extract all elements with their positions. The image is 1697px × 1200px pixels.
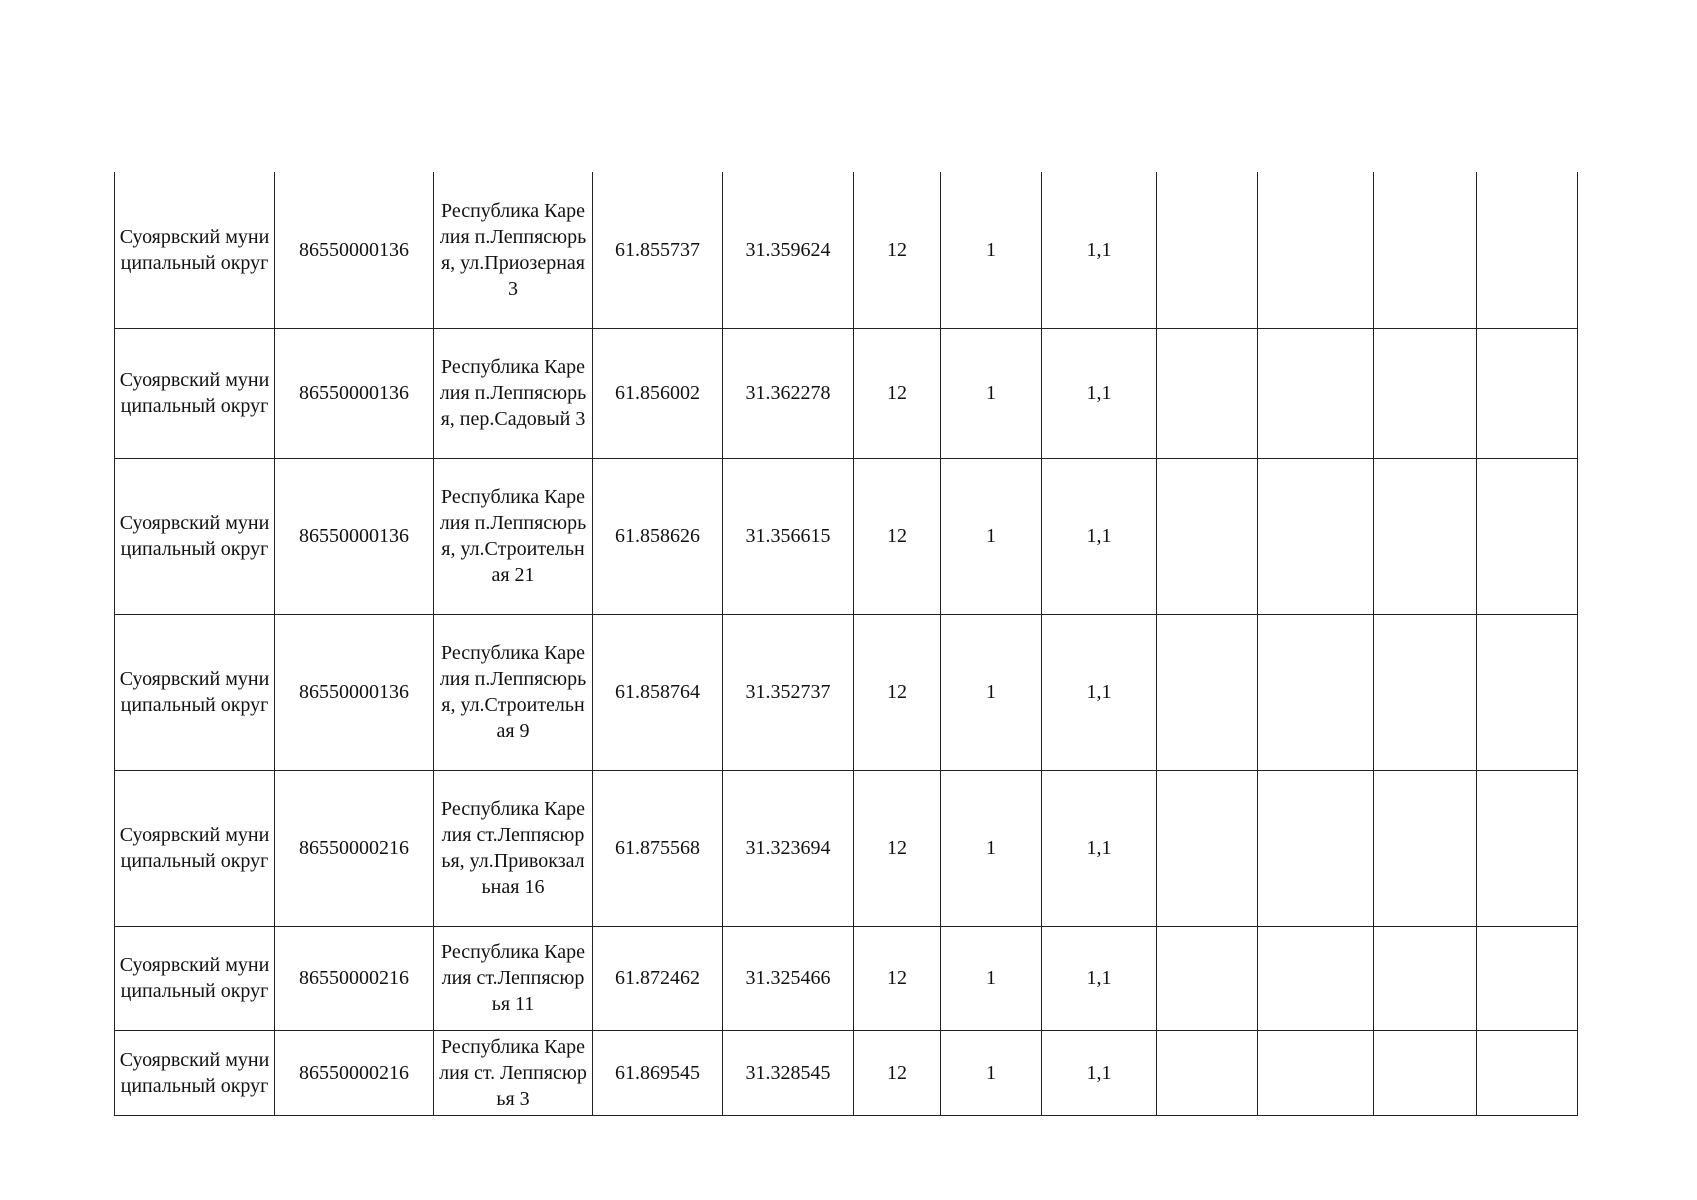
oktmo-code-cell (275, 172, 434, 328)
latitude-cell (593, 458, 723, 614)
empty-cell (1374, 614, 1477, 770)
value-cell (854, 770, 941, 926)
empty-cell (1477, 614, 1578, 770)
table-row (115, 926, 1578, 1030)
empty-cell (1258, 172, 1374, 328)
empty-cell (1157, 614, 1258, 770)
oktmo-code-text: 86550000136 (299, 681, 409, 703)
longitude-text: 31.356615 (745, 525, 831, 547)
district-cell (115, 1030, 275, 1115)
value-text: 12 (887, 1061, 907, 1084)
latitude-cell (593, 172, 723, 328)
volume-text: 1,1 (1086, 1061, 1112, 1084)
longitude-cell (723, 770, 854, 926)
volume-cell (1042, 458, 1157, 614)
volume-cell (1042, 614, 1157, 770)
latitude-text: 61.869545 (615, 1061, 700, 1084)
table-row (115, 1030, 1578, 1115)
longitude-text: 31.328545 (745, 1061, 831, 1084)
count-cell (941, 770, 1042, 926)
district-text: Суоярвский муниципальный округ (119, 369, 270, 417)
table-row (115, 328, 1578, 458)
empty-cell (1157, 458, 1258, 614)
oktmo-code-cell (275, 458, 434, 614)
district-cell (115, 926, 275, 1030)
empty-cell (1258, 1030, 1374, 1115)
longitude-text: 31.325466 (745, 967, 831, 989)
volume-text: 1,1 (1086, 837, 1112, 859)
empty-cell (1157, 926, 1258, 1030)
value-cell (854, 328, 941, 458)
address-text: Республика Карелия п.Леппясюрья, ул.Строительная 21 (439, 486, 587, 586)
address-text: Республика Карелия ст.Леппясюрья, ул.Привокзальная 16 (440, 798, 586, 898)
value-cell (854, 172, 941, 328)
latitude-text: 61.875568 (615, 837, 700, 859)
count-cell (941, 328, 1042, 458)
value-text: 12 (887, 967, 907, 989)
empty-cell (1477, 1030, 1578, 1115)
table-row (115, 458, 1578, 614)
value-cell (854, 614, 941, 770)
latitude-cell (593, 926, 723, 1030)
empty-cell (1477, 458, 1578, 614)
value-cell (854, 1030, 941, 1115)
address-cell (434, 172, 593, 328)
longitude-cell (723, 172, 854, 328)
empty-cell (1374, 1030, 1477, 1115)
empty-cell (1477, 172, 1578, 328)
longitude-cell (723, 1030, 854, 1115)
address-text: Республика Карелия п.Леппясюрья, ул.Приозерная 3 (439, 199, 587, 300)
volume-cell (1042, 172, 1157, 328)
district-text: Суоярвский муниципальный округ (119, 954, 270, 1002)
longitude-text: 31.362278 (745, 382, 831, 404)
district-text: Суоярвский муниципальный округ (119, 1048, 270, 1097)
district-text: Суоярвский муниципальный округ (119, 225, 270, 274)
empty-cell (1477, 770, 1578, 926)
count-text: 1 (986, 382, 996, 404)
count-cell (941, 1030, 1042, 1115)
address-cell (434, 614, 593, 770)
empty-cell (1258, 458, 1374, 614)
longitude-text: 31.352737 (745, 681, 831, 703)
value-text: 12 (887, 681, 907, 703)
oktmo-code-text: 86550000216 (299, 1061, 409, 1084)
empty-cell (1374, 926, 1477, 1030)
value-cell (854, 926, 941, 1030)
longitude-cell (723, 458, 854, 614)
latitude-text: 61.872462 (615, 967, 700, 989)
oktmo-code-text: 86550000216 (299, 837, 409, 859)
longitude-text: 31.359624 (745, 238, 831, 261)
empty-cell (1258, 328, 1374, 458)
value-cell (854, 458, 941, 614)
empty-cell (1258, 614, 1374, 770)
volume-text: 1,1 (1086, 681, 1112, 703)
oktmo-code-cell (275, 770, 434, 926)
oktmo-code-text: 86550000136 (299, 238, 409, 261)
count-text: 1 (986, 681, 996, 703)
latitude-text: 61.856002 (615, 382, 700, 404)
oktmo-code-cell (275, 614, 434, 770)
value-text: 12 (887, 837, 907, 859)
longitude-cell (723, 926, 854, 1030)
volume-cell (1042, 1030, 1157, 1115)
latitude-cell (593, 1030, 723, 1115)
value-text: 12 (887, 382, 907, 404)
district-cell (115, 770, 275, 926)
volume-text: 1,1 (1086, 525, 1112, 547)
address-cell (434, 1030, 593, 1115)
empty-cell (1258, 770, 1374, 926)
empty-cell (1258, 926, 1374, 1030)
latitude-cell (593, 770, 723, 926)
empty-cell (1157, 1030, 1258, 1115)
oktmo-code-text: 86550000136 (299, 525, 409, 547)
empty-cell (1374, 458, 1477, 614)
table-row (115, 614, 1578, 770)
address-cell (434, 328, 593, 458)
count-cell (941, 172, 1042, 328)
volume-text: 1,1 (1086, 382, 1112, 404)
table-row (115, 172, 1578, 328)
longitude-cell (723, 614, 854, 770)
count-cell (941, 458, 1042, 614)
oktmo-code-cell (275, 1030, 434, 1115)
oktmo-code-text: 86550000216 (299, 967, 409, 989)
count-text: 1 (986, 1061, 996, 1084)
volume-cell (1042, 926, 1157, 1030)
volume-cell (1042, 770, 1157, 926)
district-cell (115, 458, 275, 614)
volume-text: 1,1 (1086, 967, 1112, 989)
address-text: Республика Карелия п.Леппясюрья, ул.Строительная 9 (439, 642, 587, 742)
district-text: Суоярвский муниципальный округ (119, 668, 270, 716)
value-text: 12 (887, 238, 907, 261)
latitude-cell (593, 614, 723, 770)
data-table (114, 172, 1578, 1116)
count-text: 1 (986, 238, 996, 261)
address-cell (434, 458, 593, 614)
latitude-text: 61.858764 (615, 681, 700, 703)
count-cell (941, 926, 1042, 1030)
empty-cell (1374, 770, 1477, 926)
latitude-cell (593, 328, 723, 458)
district-cell (115, 172, 275, 328)
volume-text: 1,1 (1086, 238, 1112, 261)
oktmo-code-text: 86550000136 (299, 382, 409, 404)
count-text: 1 (986, 837, 996, 859)
empty-cell (1157, 172, 1258, 328)
empty-cell (1374, 328, 1477, 458)
district-text: Суоярвский муниципальный округ (119, 512, 270, 560)
volume-cell (1042, 328, 1157, 458)
value-text: 12 (887, 525, 907, 547)
empty-cell (1157, 770, 1258, 926)
district-cell (115, 328, 275, 458)
empty-cell (1374, 172, 1477, 328)
longitude-text: 31.323694 (745, 837, 831, 859)
address-cell (434, 926, 593, 1030)
empty-cell (1477, 926, 1578, 1030)
address-text: Республика Карелия ст. Леппясюрья 3 (439, 1035, 587, 1110)
district-text: Суоярвский муниципальный округ (119, 824, 270, 872)
empty-cell (1477, 328, 1578, 458)
oktmo-code-cell (275, 328, 434, 458)
count-text: 1 (986, 525, 996, 547)
address-text: Республика Карелия ст.Леппясюрья 11 (440, 941, 586, 1015)
empty-cell (1157, 328, 1258, 458)
table-row (115, 770, 1578, 926)
latitude-text: 61.858626 (615, 525, 700, 547)
address-text: Республика Карелия п.Леппясюрья, пер.Садовый 3 (439, 356, 587, 430)
table-body (115, 172, 1578, 1115)
oktmo-code-cell (275, 926, 434, 1030)
district-cell (115, 614, 275, 770)
address-cell (434, 770, 593, 926)
count-text: 1 (986, 967, 996, 989)
longitude-cell (723, 328, 854, 458)
count-cell (941, 614, 1042, 770)
latitude-text: 61.855737 (615, 238, 700, 261)
